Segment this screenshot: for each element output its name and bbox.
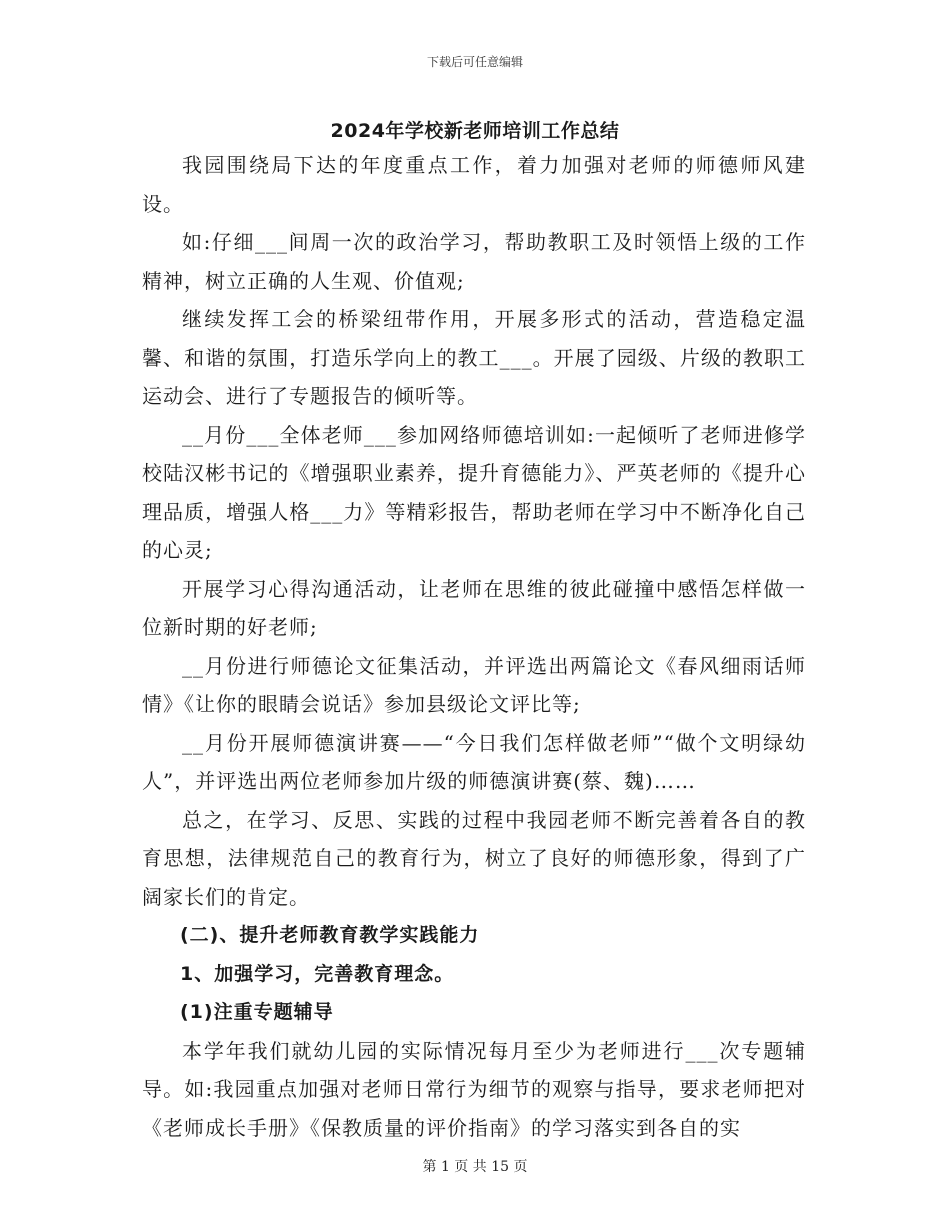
- page-header-note: 下载后可任意编辑: [426, 55, 523, 69]
- paragraph: 如:仔细___间周一次的政治学习，帮助教职工及时领悟上级的工作精神，树立正确的人生观、价值观;: [142, 230, 806, 293]
- subsection-heading: 1、加强学习，完善教育理念。: [180, 962, 455, 985]
- document-title: 2024年学校新老师培训工作总结: [330, 120, 620, 142]
- paragraph: 开展学习心得沟通活动，让老师在思维的彼此碰撞中感悟怎样做一位新时期的好老师;: [142, 576, 806, 639]
- paragraph: 继续发挥工会的桥梁纽带作用，开展多形式的活动，营造稳定温馨、和谐的氛围，打造乐学向上的教工___。开展了园级、片级的教职工运动会、进行了专题报告的倾听等。: [142, 307, 806, 408]
- paragraph: 本学年我们就幼儿园的实际情况每月至少为老师进行___次专题辅导。如:我园重点加强对老师日常行为细节的观察与指导，要求老师把对《老师成长手册》《保教质量的评价指南》的学习落实到各自的实: [142, 1038, 806, 1140]
- paragraph: __月份进行师德论文征集活动，并评选出两篇论文《春风细雨话师情》《让你的眼睛会说话》参加县级论文评比等;: [142, 653, 806, 716]
- paragraph: 总之，在学习、反思、实践的过程中我园老师不断完善着各自的教育思想，法律规范自己的教育行为，树立了良好的师德形象，得到了广阔家长们的肯定。: [142, 807, 806, 909]
- paragraph: __月份___全体老师___参加网络师德培训如:一起倾听了老师进修学校陆汉彬书记的《增强职业素养，提升育德能力》、严英老师的《提升心理品质，增强人格___力》等精彩报告，帮助老师在学习中不断净化自己的心灵;: [142, 422, 806, 562]
- document-body: [142, 146, 806, 1147]
- paragraph: __月份开展师德演讲赛——“今日我们怎样做老师”“做个文明绿幼人”，并评选出两位老师参加片级的师德演讲赛(蔡、魏)……: [142, 730, 806, 793]
- subsection-heading: (1)注重专题辅导: [180, 1001, 334, 1023]
- page-number-footer: 第 1 页 共 15 页: [422, 1159, 528, 1175]
- section-heading: (二)、提升老师教育教学实践能力: [180, 924, 480, 946]
- paragraph: 我园围绕局下达的年度重点工作，着力加强对老师的师德师风建设。: [142, 153, 806, 216]
